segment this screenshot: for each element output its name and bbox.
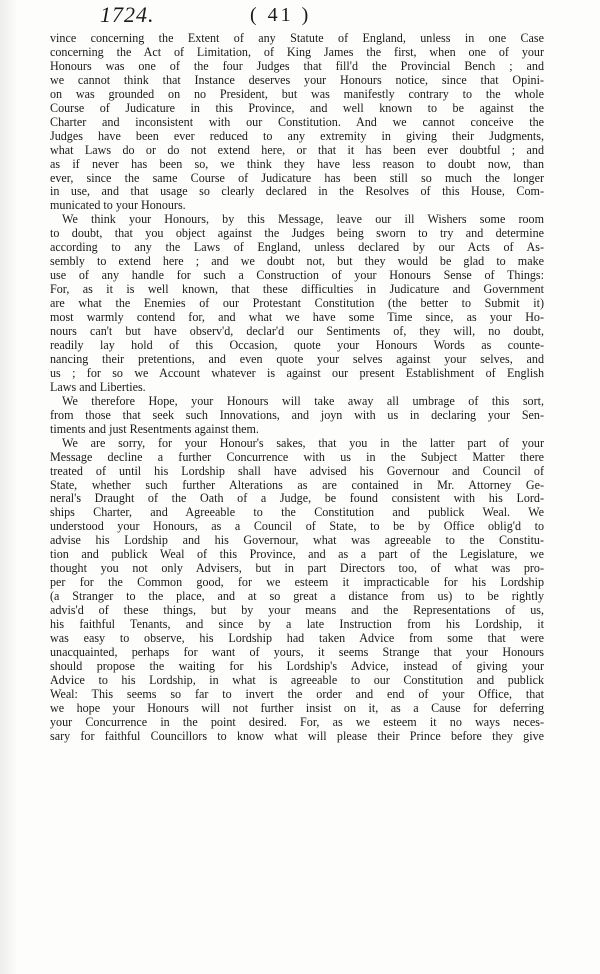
- text-line: use of any handle for such a Construction of your Honours Sense of Things:: [50, 269, 544, 283]
- text-line: us ; for so we Account whatever is against our present Establishment of English: [50, 366, 544, 380]
- page-edge-shadow: [0, 0, 18, 974]
- text-line: from those that seek such Innovations, and joyn with us in declaring your Sen-: [50, 408, 544, 422]
- text-line: (a Stranger to the place, and at so great a distance from us) to be rightly: [50, 590, 544, 604]
- text-line: concerning the Act of Limitation, of King James the first, when one of your: [50, 45, 544, 59]
- text-line: ever, since the same Course of Judicature has been still so much the longer: [50, 171, 544, 185]
- text-line: according to any the Laws of England, unless declared by our Acts of As-: [50, 241, 544, 255]
- document-body: [50, 32, 544, 744]
- text-line: nancing their pretentions, and even quote your selves against your selves, and: [50, 352, 544, 366]
- text-line: We therefore Hope, your Honours will take away all umbrage of this sort,: [62, 394, 544, 408]
- text-line: vince concerning the Extent of any Statute of England, unless in one Case: [50, 32, 544, 45]
- text-line: neral's Draught of the Oath of a Judge, be found consistent with his Lord-: [50, 492, 544, 506]
- text-line: nours can't but have observ'd, declar'd our Sentiments of, they will, no doubt,: [50, 325, 544, 339]
- page-year: 1724.: [100, 2, 155, 27]
- text-line: advis'd of these things, but by your means and the Representations of us,: [50, 604, 544, 618]
- text-line: are what the Enemies of our Protestant Constitution (the better to Submit it): [50, 297, 544, 311]
- text-line: was easy to observe, his Lordship had taken Advice from some that were: [50, 631, 544, 645]
- text-line: to doubt, that you object against the Judges being sworn to try and determine: [50, 227, 544, 241]
- text-line: his faithful Tenants, and since by a late Instruction from his Lordship, it: [50, 618, 544, 632]
- page-header: [100, 4, 520, 30]
- page-number: ( 41 ): [250, 4, 312, 26]
- text-line: We think your Honours, by this Message, leave our ill Wishers some room: [62, 213, 544, 227]
- text-line: in use, and that usage so clearly declared in the Resolves of this House, Com-: [50, 185, 544, 199]
- text-line: Laws and Liberties.: [50, 380, 146, 394]
- text-line: per for the Common good, for we esteem it impracticable for his Lordship: [50, 576, 544, 590]
- text-line: Message decline a further Concurrence with us in the Subject Matter there: [50, 450, 544, 464]
- text-line: tion and publick Weal of this Province, and as a part of the Legislature, we: [50, 548, 544, 562]
- paragraph: [50, 395, 544, 437]
- text-line: Charter and inconsistent with our Constitution. And we cannot conceive the: [50, 115, 544, 129]
- text-line: advise his Lordship and his Governour, what was agreeable to the Constitu-: [50, 534, 544, 548]
- text-line: Weal: This seems so far to invert the order and end of your Office, that: [50, 687, 544, 701]
- text-line: timents and just Resentments against them.: [50, 422, 259, 436]
- text-line: municated to your Honours.: [50, 199, 186, 213]
- paragraph: [50, 213, 544, 394]
- text-line: readily lay hold of this Occasion, quote your Honours Words as counte-: [50, 338, 544, 352]
- text-line: State, whether such further Alterations as are contained in Mr. Attorney Ge-: [50, 478, 544, 492]
- text-line: Advice to his Lordship, in what is agreeable to our Constitution and publick: [50, 673, 544, 687]
- text-line: what Laws do or do not extend here, or that it has been ever doubtful ; and: [50, 143, 544, 157]
- text-line: on was grounded on no President, but was manifestly contrary to the whole: [50, 87, 544, 101]
- text-line: sembly to extend here ; and we doubt not, but they would be glad to make: [50, 255, 544, 269]
- text-line: We are sorry, for your Honour's sakes, that you in the latter part of your: [62, 436, 544, 450]
- text-line: as if never has been so, we think they have less reason to doubt now, than: [50, 157, 544, 171]
- text-line: unacquainted, perhaps for want of yours, it seems Strange that your Honours: [50, 645, 544, 659]
- text-line: thought you not only Advisers, but in part Directors too, of what was pro-: [50, 562, 544, 576]
- text-line: Honours was one of the four Judges that fill'd the Provincial Bench ; and: [50, 59, 544, 73]
- text-line: Judges have been ever reduced to any extremity in giving their Judgments,: [50, 129, 544, 143]
- text-line: should propose the waiting for his Lordship's Advice, instead of giving your: [50, 659, 544, 673]
- text-line: Course of Judicature in this Province, and well known to be against the: [50, 101, 544, 115]
- text-line: ships Charter, and Agreeable to the Constitution and publick Weal. We: [50, 506, 544, 520]
- text-line: treated of until his Lordship shall have advised his Governour and Council of: [50, 464, 544, 478]
- text-line: sary for faithful Councillors to know what will please their Prince before they give: [50, 729, 544, 743]
- text-line: most warmly contend for, and what we have some Time since, as your Ho-: [50, 311, 544, 325]
- text-line: For, as it is well known, that these difficulties in Judicature and Government: [50, 283, 544, 297]
- paragraph: [50, 32, 544, 213]
- text-line: your Concurrence in the point desired. For, as we esteem it no ways neces-: [50, 715, 544, 729]
- paragraph: [50, 437, 544, 744]
- text-line: we cannot think that Instance deserves your Honours notice, since that Opini-: [50, 73, 544, 87]
- text-line: we hope your Honours will not further insist on it, as a Cause for deferring: [50, 701, 544, 715]
- text-line: understood your Honours, as a Council of State, to be by Office oblig'd to: [50, 520, 544, 534]
